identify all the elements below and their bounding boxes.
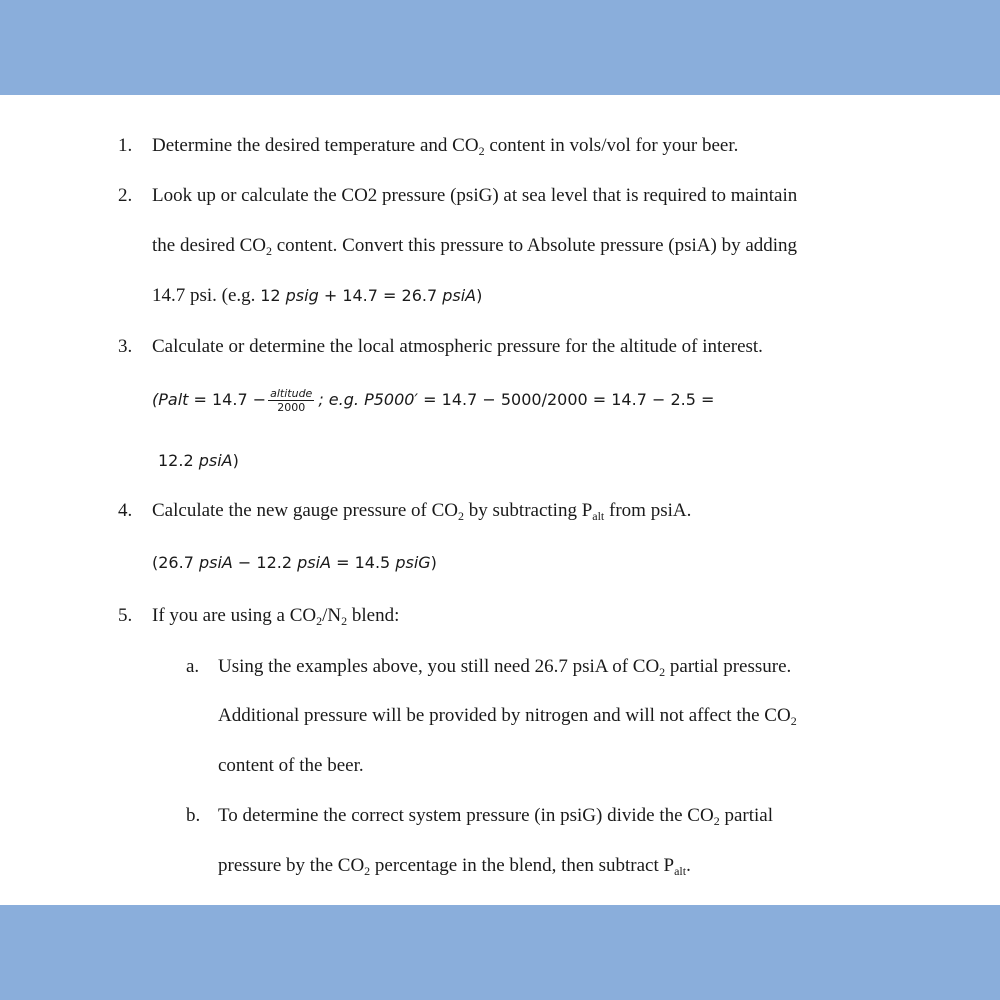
top-band bbox=[0, 0, 1000, 95]
altitude-fraction: $\frac{\text{altitude}}{2000}$ bbox=[270, 387, 313, 414]
bottom-band bbox=[0, 905, 1000, 1000]
step-1-number: 1. bbox=[118, 135, 133, 156]
step-5a-line-2: Additional pressure will be provided by nitrogen and will not affect the $CO_2$ bbox=[218, 705, 797, 728]
step-5a-line-3: content of the beer. bbox=[218, 755, 364, 776]
altitude-equation-result: 12.2 psiA) bbox=[158, 451, 239, 470]
step-5b-label: b. bbox=[186, 805, 201, 826]
altitude-equation: (Palt = 14.7 − $\frac{\text{altitude}}{2000}$ ; e.g. P5000′ = 14.7 − 5000/2000 = 14.7 − 2.5 = bbox=[152, 387, 715, 414]
step-2-line-3: 14.7 psi. (e.g. 12 psig + 14.7 = 26.7 psiA) bbox=[152, 285, 483, 306]
step-5b-line-2: pressure by the $CO_2$ percentage in the blend, then subtract $P_{alt}$. bbox=[218, 855, 691, 878]
step-5a-label: a. bbox=[186, 656, 200, 677]
step-3-line-1: Calculate or determine the local atmospheric pressure for the altitude of interest. bbox=[152, 336, 763, 357]
step-4-text: Calculate the new gauge pressure of $CO_2$ by subtracting $P_{alt}$ from psiA. bbox=[152, 500, 692, 523]
step-5a-line-1: Using the examples above, you still need 26.7 psiA of $CO_2$ partial pressure. bbox=[218, 656, 792, 679]
step-2-line-2: the desired $CO_2$ content. Convert this pressure to Absolute pressure (psiA) by adding bbox=[152, 235, 798, 258]
step-2-line-1: Look up or calculate the CO2 pressure (psiG) at sea level that is required to maintain bbox=[152, 185, 798, 206]
step-3-number: 3. bbox=[118, 336, 133, 357]
step-4-number: 4. bbox=[118, 500, 133, 521]
step-2-number: 2. bbox=[118, 185, 133, 206]
step-5-number: 5. bbox=[118, 605, 133, 626]
gauge-equation: (26.7 psiA − 12.2 psiA = 14.5 psiG) bbox=[152, 553, 437, 572]
step-5-text: If you are using a $CO_2/N_2$ blend: bbox=[152, 605, 400, 628]
step-5b-line-1: To determine the correct system pressure (in psiG) divide the $CO_2$ partial bbox=[218, 805, 773, 828]
step-1-text: Determine the desired temperature and $CO_2$ content in vols/vol for your beer. bbox=[152, 135, 739, 158]
